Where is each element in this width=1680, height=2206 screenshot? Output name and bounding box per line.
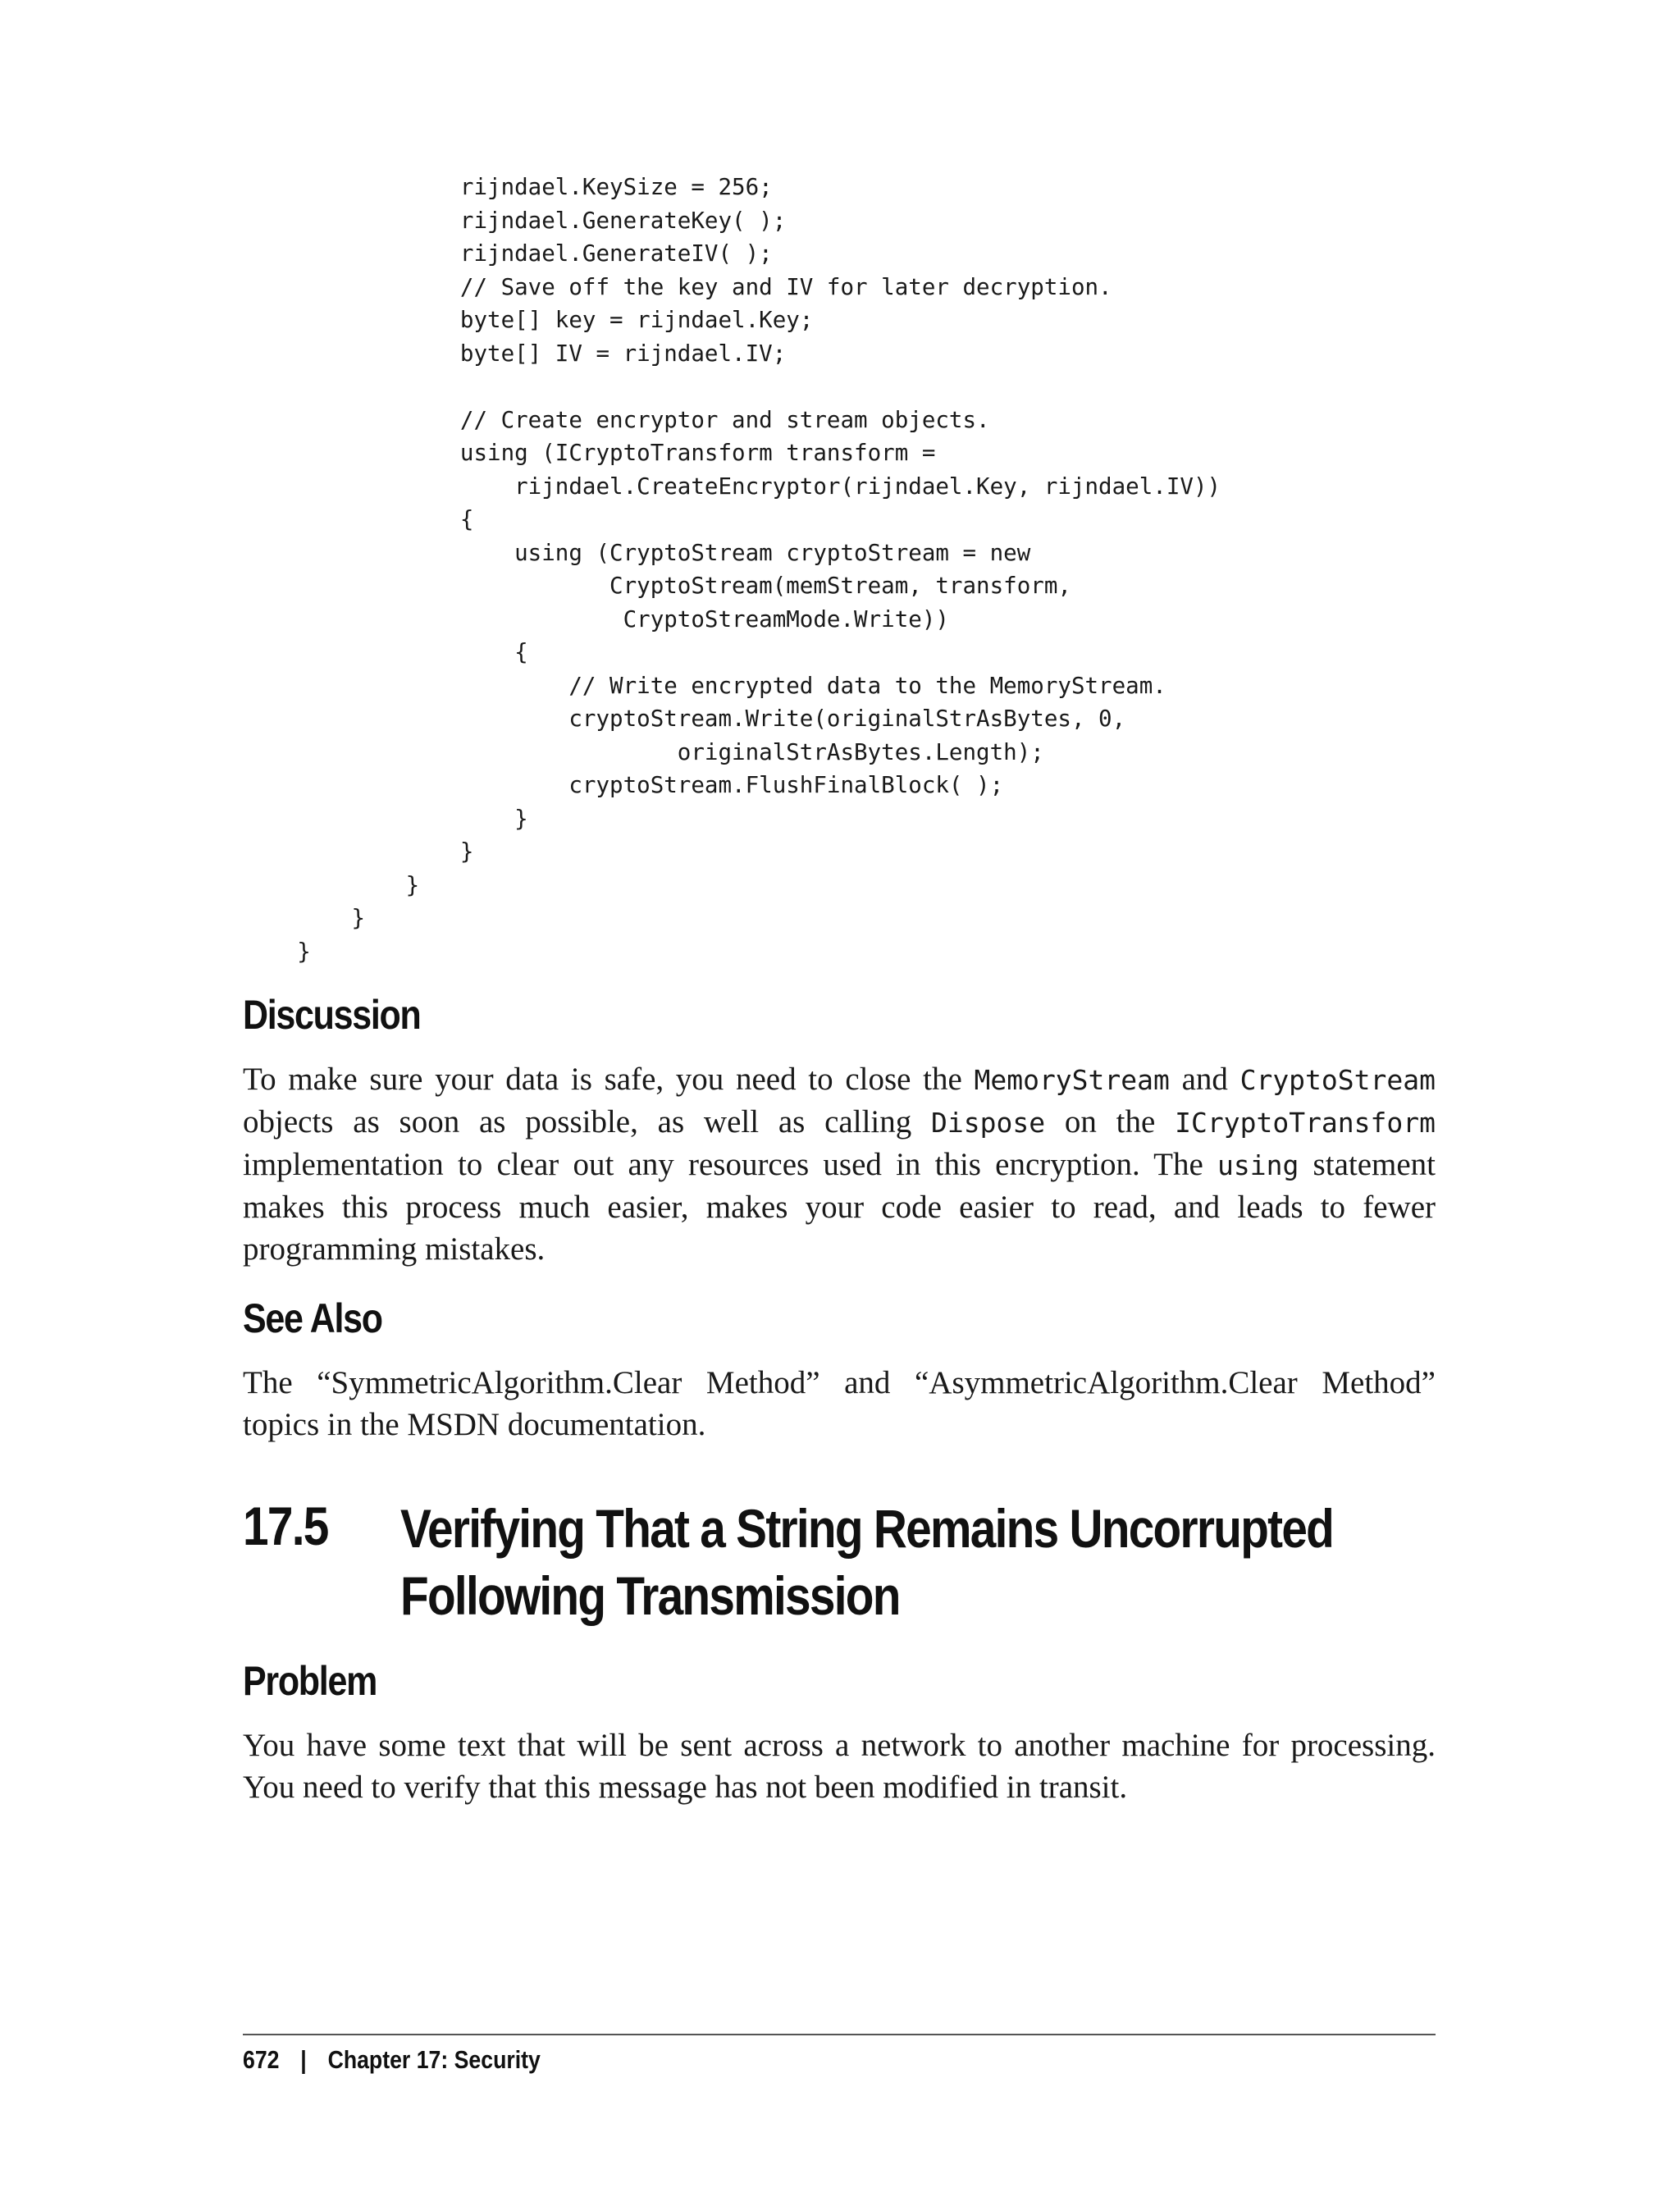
- discussion-text: objects as soon as possible, as well as calling: [243, 1104, 932, 1140]
- code-line: CryptoStreamMode.Write)): [243, 605, 949, 633]
- inline-code: MemoryStream: [974, 1064, 1170, 1096]
- page-footer: [243, 2045, 541, 2075]
- code-line: // Write encrypted data to the MemoryStream.: [243, 672, 1166, 699]
- code-line: originalStrAsBytes.Length);: [243, 738, 1044, 765]
- chapter-label: Chapter 17: Security: [327, 2045, 541, 2074]
- footer-separator: |: [300, 2045, 307, 2074]
- inline-code: Dispose: [931, 1107, 1046, 1139]
- code-line: }: [243, 838, 474, 865]
- problem-heading: Problem: [243, 1658, 377, 1704]
- code-line: rijndael.GenerateKey( );: [243, 207, 787, 234]
- code-line: using (CryptoStream cryptoStream = new: [243, 539, 1031, 566]
- code-line: }: [243, 805, 528, 832]
- footer-rule: [243, 2034, 1436, 2035]
- section-number: 17.5: [243, 1496, 328, 1556]
- code-line: byte[] key = rijndael.Key;: [243, 307, 814, 333]
- code-line: using (ICryptoTransform transform =: [243, 440, 936, 466]
- discussion-text: and: [1169, 1062, 1240, 1097]
- code-line: }: [243, 905, 366, 931]
- page-number: 672: [243, 2045, 280, 2074]
- code-line: byte[] IV = rijndael.IV;: [243, 340, 787, 367]
- discussion-text: To make sure your data is safe, you need to close the: [243, 1062, 975, 1097]
- code-line: {: [243, 639, 528, 665]
- code-line: CryptoStream(memStream, transform,: [243, 573, 1071, 599]
- code-line: // Create encryptor and stream objects.: [243, 406, 990, 433]
- code-line: rijndael.CreateEncryptor(rijndael.Key, rijndael.IV)): [243, 473, 1221, 500]
- section-title: Verifying That a String Remains Uncorrupted Following Transmission: [400, 1498, 1334, 1626]
- problem-paragraph: You have some text that will be sent across a network to another machine for processing. You need to verify that this message has not been modified in transit.: [243, 1728, 1436, 1805]
- discussion-text: on the: [1045, 1104, 1176, 1140]
- code-line: cryptoStream.Write(originalStrAsBytes, 0,: [243, 706, 1126, 732]
- code-line: cryptoStream.FlushFinalBlock( );: [243, 772, 1004, 798]
- code-line: rijndael.GenerateIV( );: [243, 240, 773, 267]
- see-also-paragraph: The “SymmetricAlgorithm.Clear Method” and “AsymmetricAlgorithm.Clear Method” topics in the MSDN documentation.: [243, 1365, 1436, 1442]
- inline-code: using: [1217, 1149, 1299, 1181]
- discussion-paragraph: [243, 1058, 1436, 1270]
- discussion-text: implementation to clear out any resources used in this encryption. The: [243, 1147, 1218, 1182]
- code-line: // Save off the key and IV for later decryption.: [243, 273, 1112, 300]
- code-line: rijndael.KeySize = 256;: [243, 174, 773, 200]
- code-listing: [243, 171, 1221, 968]
- code-line: [243, 370, 1221, 404]
- code-line: {: [243, 506, 474, 532]
- code-line: }: [243, 938, 311, 965]
- inline-code: CryptoStream: [1239, 1064, 1436, 1096]
- discussion-text: statement makes this process much easier, makes your code easier to read, and leads to fewer programming mistakes.: [243, 1147, 1436, 1267]
- discussion-heading: Discussion: [243, 992, 421, 1038]
- inline-code: ICryptoTransform: [1175, 1107, 1436, 1139]
- code-line: }: [243, 871, 420, 898]
- see-also-heading: See Also: [243, 1295, 382, 1341]
